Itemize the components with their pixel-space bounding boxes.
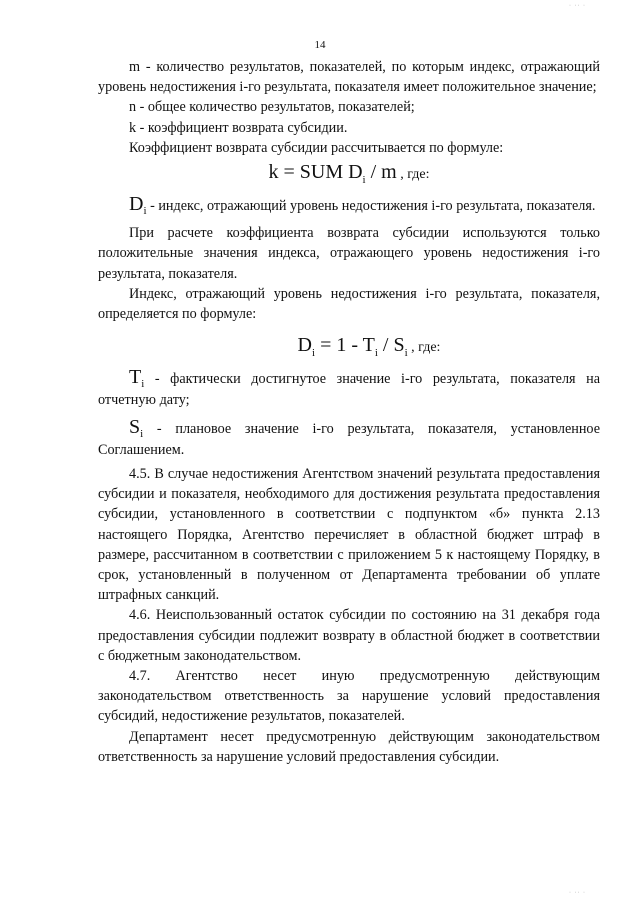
corner-mark-top: · ·· · (569, 3, 586, 9)
paragraph-4-6: 4.6. Неиспользованный остаток субсидии по состоянию на 31 декабря года предоставления субсидии подлежит возврату в областной бюджет в соответствии с бюджетным законодательством. (98, 607, 600, 664)
formula-d-sub: i (312, 347, 316, 360)
formula-d-mid: = 1 - T (315, 334, 375, 357)
definition-d (98, 194, 600, 217)
paragraph-n-definition: n - общее количество результатов, показателей; (129, 99, 415, 116)
paragraph-formula-intro: Коэффициент возврата субсидии рассчитывается по формуле: (129, 139, 504, 156)
symbol-s (129, 416, 143, 438)
formula-k-tail: , где: (396, 167, 430, 183)
paragraph-k-definition: k - коэффициент возврата субсидии. (129, 119, 348, 136)
definition-t-text: - фактически достигнутое значение i-го результата, показателя на отчетную дату; (98, 371, 600, 409)
symbol-d (129, 193, 147, 218)
formula-d (98, 332, 600, 361)
definition-s (98, 417, 600, 460)
formula-d-slash: / S (377, 334, 405, 357)
formula-s-sub: i (404, 347, 408, 360)
symbol-t (129, 366, 145, 391)
corner-mark-bottom: · ·· · (569, 890, 586, 896)
symbol-s-sub: i (140, 427, 144, 440)
paragraph-4-7: 4.7. Агентство несет иную предусмотренную действующим законодательством ответственность за нарушение условий предоставления субсидий, недостижение результатов, показателей. (98, 668, 600, 725)
definition-d-text: - индекс, отражающий уровень недостижения i-го результата, показателя. (146, 198, 596, 215)
paragraph-department: Департамент несет предусмотренную действующим законодательством ответственность за нарушение условий предоставления субсидии. (98, 728, 600, 765)
symbol-s-letter: S (129, 415, 141, 438)
paragraph-positive-values: При расчете коэффициента возврата субсидии используются только положительные значения индекса, отражающего уровень недостижения i-го результата, показателя. (98, 225, 600, 282)
paragraph-m-definition: m - количество результатов, показателей, по которым индекс, отражающий уровень недостижения i-го результата, показателя имеет положительное значение; (98, 59, 600, 96)
paragraph-4-5: 4.5. В случае недостижения Агентством значений результата предоставления субсидии и показателя, необходимого для достижения результата предоставления субсидии, установленного в соответствии с подпунктом «б» пункта 2.13 настоящего Порядка, Агентство перечисляет в областной бюджет штраф в размере, рассчитанном в соответствии с приложением 5 к настоящему Порядку, в срок, установленный в полученном от Департамента требовании об уплате штрафных санкций. (98, 466, 600, 604)
symbol-t-letter: T (129, 366, 142, 389)
formula-d-tail: , где: (407, 340, 441, 356)
formula-k (98, 159, 600, 188)
page-body (98, 57, 600, 767)
paragraph-index-intro: Индекс, отражающий уровень недостижения i-го результата, показателя, определяется по формуле: (98, 285, 600, 323)
symbol-t-sub: i (141, 378, 145, 391)
formula-k-lhs: k = SUM D (268, 161, 363, 184)
formula-t-sub: i (374, 347, 378, 360)
definition-s-text: - плановое значение i-го результата, показателя, установленное Соглашением. (98, 420, 600, 458)
symbol-d-letter: D (129, 193, 144, 216)
formula-d-letter: D (297, 334, 312, 357)
definition-t (98, 367, 600, 410)
formula-k-rhs: / m (365, 161, 397, 184)
symbol-d-sub: i (143, 205, 147, 218)
page-number: 14 (314, 39, 326, 51)
formula-k-sub: i (362, 174, 366, 187)
